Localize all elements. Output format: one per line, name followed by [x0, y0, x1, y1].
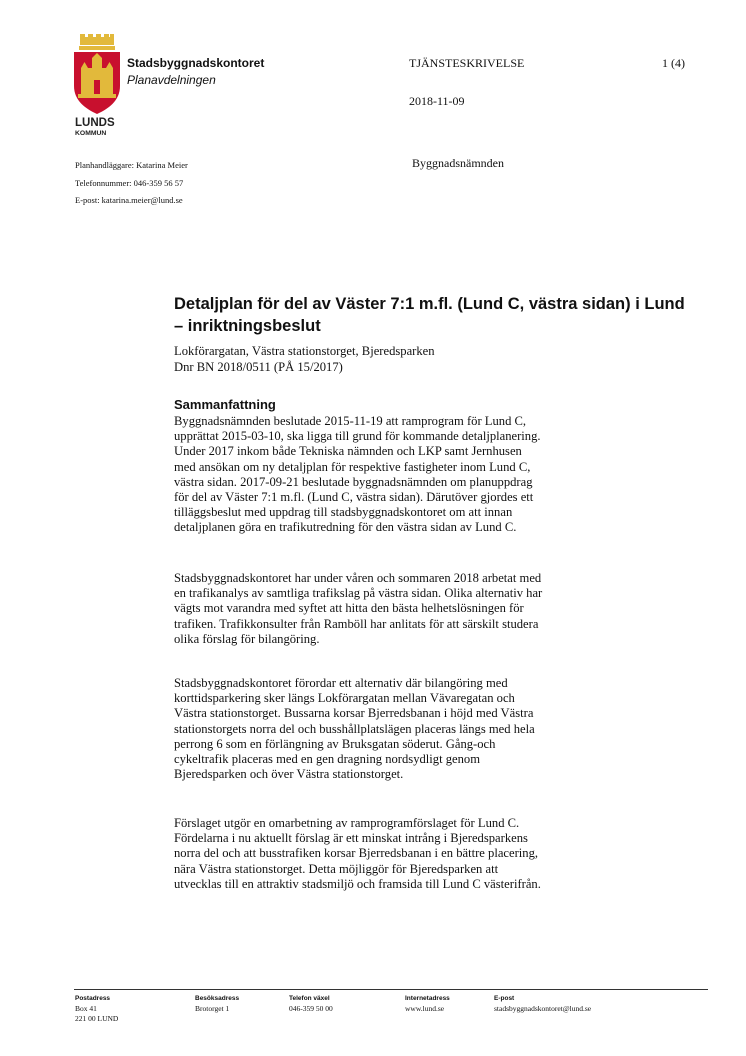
paragraph-4: Förslaget utgör en omarbetning av ramprogramförslaget för Lund C. Fördelarna i nu aktuellt förslag är ett minskat intrång i Bjeredsparkens norra del och att busstrafiken korsar Bjerredsbanan i en bättre placering, nära Västra stationstorget. Detta möjliggör för Bjeredsparken att utvecklas till en attraktiv stadsmiljö och framsida till Lund C västerifrån.: [174, 816, 541, 891]
footer-postal-line1: Box 41: [75, 1004, 97, 1013]
paragraph-1: Byggnadsnämnden beslutade 2015-11-19 att ramprogram för Lund C, upprättat 2015-03-10, ska ligga till grund för kommande detaljplanering. Under 2017 inkom både Tekniska nämnden och LKP samt Jernhusen med ansökan om ny detaljplan för respektive fastigheter inom Lund C, västra sidan. 2017-09-21 beslutade byggnadsnämnden om planuppdrag för del av Väster 7:1 m.fl. (Lund C, västra sidan). Därutöver gjordes ett tilläggsbeslut med uppdrag till stadsbyggnadskontoret om att innan detaljplanen göra en trafikutredning för den västra sidan av Lund C.: [174, 414, 541, 535]
summary-heading: Sammanfattning: [174, 397, 276, 412]
footer-visit-label: Besöksadress: [195, 995, 240, 1002]
recipient: Byggnadsnämnden: [412, 156, 504, 170]
department-name: Planavdelningen: [127, 73, 216, 87]
org-name: Stadsbyggnadskontoret: [127, 56, 265, 70]
svg-text:LUNDS: LUNDS: [75, 117, 115, 129]
footer-postal: [75, 994, 118, 1024]
footer-email-label: E-post: [494, 995, 515, 1002]
footer-email: [494, 994, 591, 1014]
lunds-kommun-logo: [72, 34, 122, 138]
footer-web-label: Internetadress: [405, 995, 450, 1002]
footer-web: [405, 994, 450, 1014]
footer-postal-line2: 221 00 LUND: [75, 1014, 119, 1023]
shield-icon: [74, 52, 120, 114]
paragraph-3: Stadsbyggnadskontoret förordar ett alternativ där bilangöring med korttidsparkering sker längs Lokförargatan mellan Vävaregatan och Västra stationstorget. Bussarna korsar Bjerredsbanan i höjd med Västra stationstorgets norra del och busshållplatslägen placeras längs med hela perrong 6 som en förlängning av Bruksgatan söderut. Gång-och cykeltrafik placeras med en gen dragning nordsydligt genom Bjeredsparken och över Västra stationstorget.: [174, 676, 535, 782]
footer-visit: [195, 994, 239, 1014]
document-subtitle: Lokförargatan, Västra stationstorget, Bjeredsparken: [174, 344, 435, 358]
svg-text:KOMMUN: KOMMUN: [75, 130, 107, 137]
document-title: Detaljplan för del av Väster 7:1 m.fl. (Lund C, västra sidan) i Lund – inriktningsbeslut: [174, 295, 685, 335]
footer-phone: [289, 994, 333, 1014]
paragraph-2: Stadsbyggnadskontoret har under våren och sommaren 2018 arbetat med en trafikanalys av samtliga trafikslag på västra sidan. Olika alternativ har vägts mot varandra med syftet att hitta den bästa helhetslösningen för trafiken. Trafikkonsulter från Ramböll har anlitats för att särskilt studera olika förslag för bilangöring.: [174, 571, 543, 646]
footer-visit-value: Brotorget 1: [195, 1004, 230, 1013]
phone-info: Telefonnummer: 046-359 56 57: [75, 178, 184, 188]
footer-postal-label: Postadress: [75, 995, 111, 1002]
footer-email-link[interactable]: stadsbyggnadskontoret@lund.se: [494, 1004, 592, 1013]
document-type: TJÄNSTESKRIVELSE: [409, 56, 525, 70]
crown-icon: [79, 34, 115, 50]
page-number: 1 (4): [662, 56, 685, 70]
footer-web-link[interactable]: www.lund.se: [405, 1004, 445, 1013]
document-date: 2018-11-09: [409, 94, 465, 108]
handler-info: Planhandläggare: Katarina Meier: [75, 160, 188, 170]
footer-phone-value: 046-359 50 00: [289, 1004, 333, 1013]
document-dnr: Dnr BN 2018/0511 (PÅ 15/2017): [174, 360, 343, 374]
email-info: E-post: katarina.meier@lund.se: [75, 195, 183, 205]
footer-phone-label: Telefon växel: [289, 995, 330, 1002]
footer-divider: [74, 989, 708, 990]
